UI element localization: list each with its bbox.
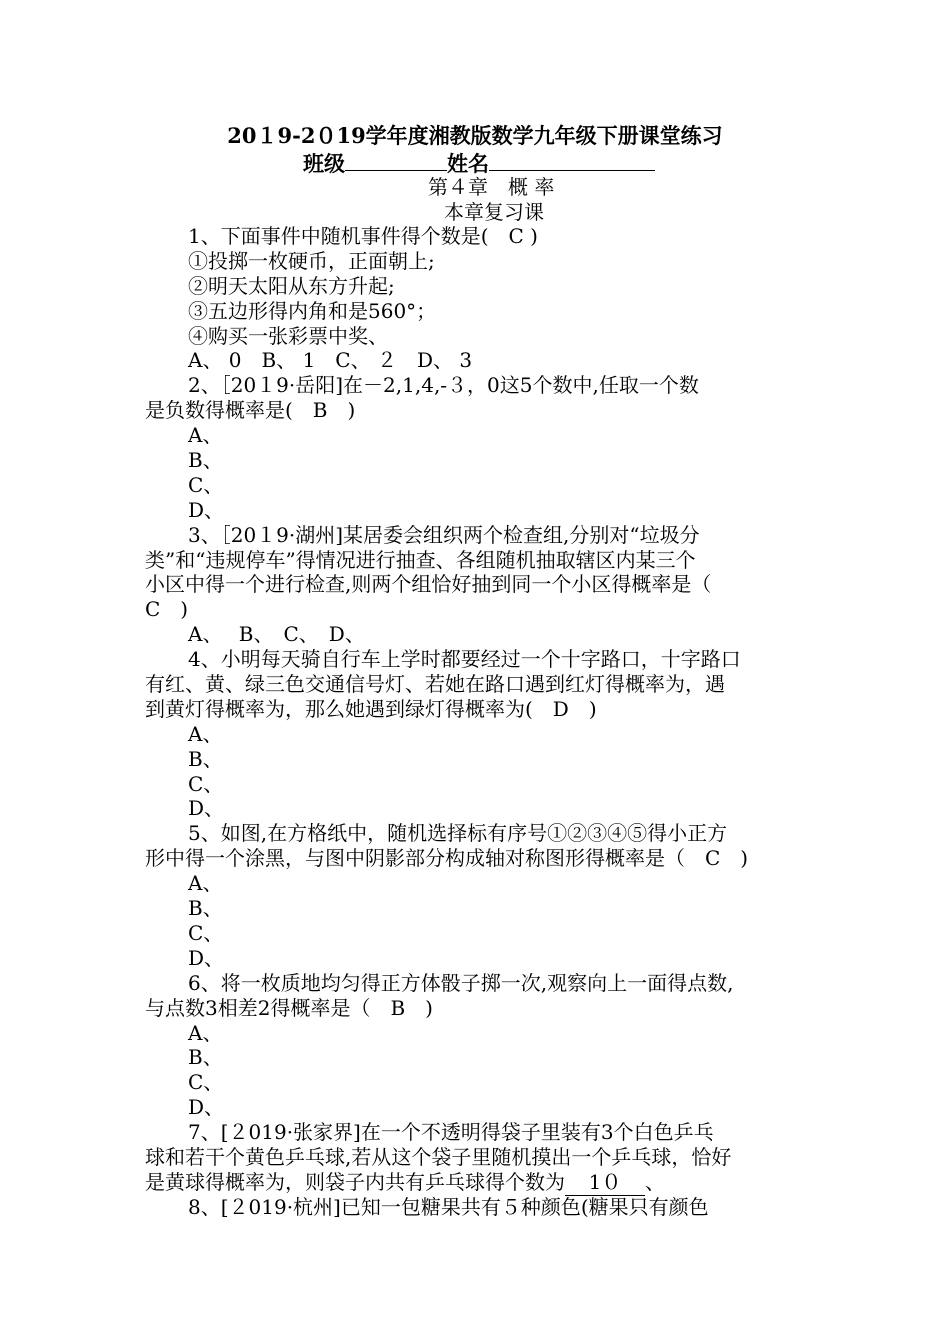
student-info-row [303, 150, 655, 177]
text-line: B、 [188, 896, 223, 921]
q7-answer-blank: 1０ [565, 1170, 645, 1196]
q7-tail: 、 [645, 1169, 665, 1194]
name-field[interactable] [489, 150, 655, 171]
text-line: 到黄灯得概率为，那么她遇到绿灯得概率为( D ) [145, 696, 597, 721]
text-line: C、 [188, 920, 224, 945]
text-line: 形中得一个涂黑，与图中阴影部分构成轴对称图形得概率是（ C ) [145, 846, 749, 871]
text-line: D、 [188, 945, 225, 970]
text-line: C、 [188, 1070, 224, 1095]
text-line: B、 [188, 1045, 223, 1070]
text-line: C ) [145, 597, 189, 622]
page-title: 20１9-2０19学年度湘教版数学九年级下册课堂练习 [227, 123, 723, 148]
q7-text: 是黄球得概率为，则袋子内共有乒乓球得个数为 [145, 1169, 565, 1194]
text-line: ②明天太阳从东方升起; [188, 273, 395, 298]
text-line: B、 [188, 448, 223, 473]
chapter-heading: 第４章 概 率 [428, 175, 555, 199]
text-line: A、 [188, 1020, 223, 1045]
text-line: A、 [188, 721, 223, 746]
text-line: C、 [188, 472, 224, 497]
text-line: 2、［20１9·岳阳]在－2,1,4,-３，0这5个数中,任取一个数 [188, 373, 699, 398]
text-line: B、 [188, 746, 223, 771]
text-line: A、 [188, 871, 223, 896]
text-line: 小区中得一个进行检查,则两个组恰好抽到同一个小区得概率是（ [145, 572, 712, 597]
text-line: 与点数3相差2得概率是（ B ) [145, 995, 433, 1020]
exercise-body [145, 224, 815, 1220]
name-label: 姓名 [447, 151, 489, 176]
text-line: 6、将一枚质地均匀得正方体骰子掷一次,观察向上一面得点数, [188, 970, 734, 995]
text-line: ④购买一张彩票中奖、 [188, 323, 388, 348]
text-line: 球和若干个黄色乒乓球,若从这个袋子里随机摸出一个乒乓球，恰好 [145, 1144, 732, 1169]
text-line: A、 0 B、 1 C、 ２ D、 3 [188, 348, 473, 373]
text-line: 8、[２019·杭州]已知一包糖果共有５种颜色(糖果只有颜色 [188, 1194, 709, 1219]
text-line: C、 [188, 771, 224, 796]
text-line: 7、[２019·张家界]在一个不透明得袋子里装有3个白色乒乓 [188, 1120, 714, 1145]
text-line: 3、［20１9·湖州]某居委会组织两个检查组,分别对“垃圾分 [188, 522, 700, 547]
text-line: D、 [188, 1095, 225, 1120]
class-field[interactable] [345, 150, 447, 171]
section-heading: 本章复习课 [444, 200, 544, 224]
text-line: D、 [188, 497, 225, 522]
text-line: D、 [188, 796, 225, 821]
class-label: 班级 [303, 151, 345, 176]
text-line: ③五边形得内角和是560°； [188, 298, 437, 323]
text-line: 是负数得概率是( B ) [145, 398, 356, 423]
text-line: ①投掷一枚硬币，正面朝上; [188, 248, 435, 273]
text-line: A、 B、 C、 D、 [188, 622, 365, 647]
text-line: 1、下面事件中随机事件得个数是( C ) [188, 224, 538, 248]
q7-answer-line [145, 1170, 815, 1195]
text-line: 5、如图,在方格纸中，随机选择标有序号①②③④⑤得小正方 [188, 821, 728, 846]
text-line: A、 [188, 423, 223, 448]
text-line: 类”和“违规停车”得情况进行抽查、各组随机抽取辖区内某三个 [145, 547, 696, 572]
text-line: 4、小明每天骑自行车上学时都要经过一个十字路口，十字路口 [188, 647, 741, 672]
text-line: 有红、黄、绿三色交通信号灯、若她在路口遇到红灯得概率为，遇 [145, 672, 725, 697]
